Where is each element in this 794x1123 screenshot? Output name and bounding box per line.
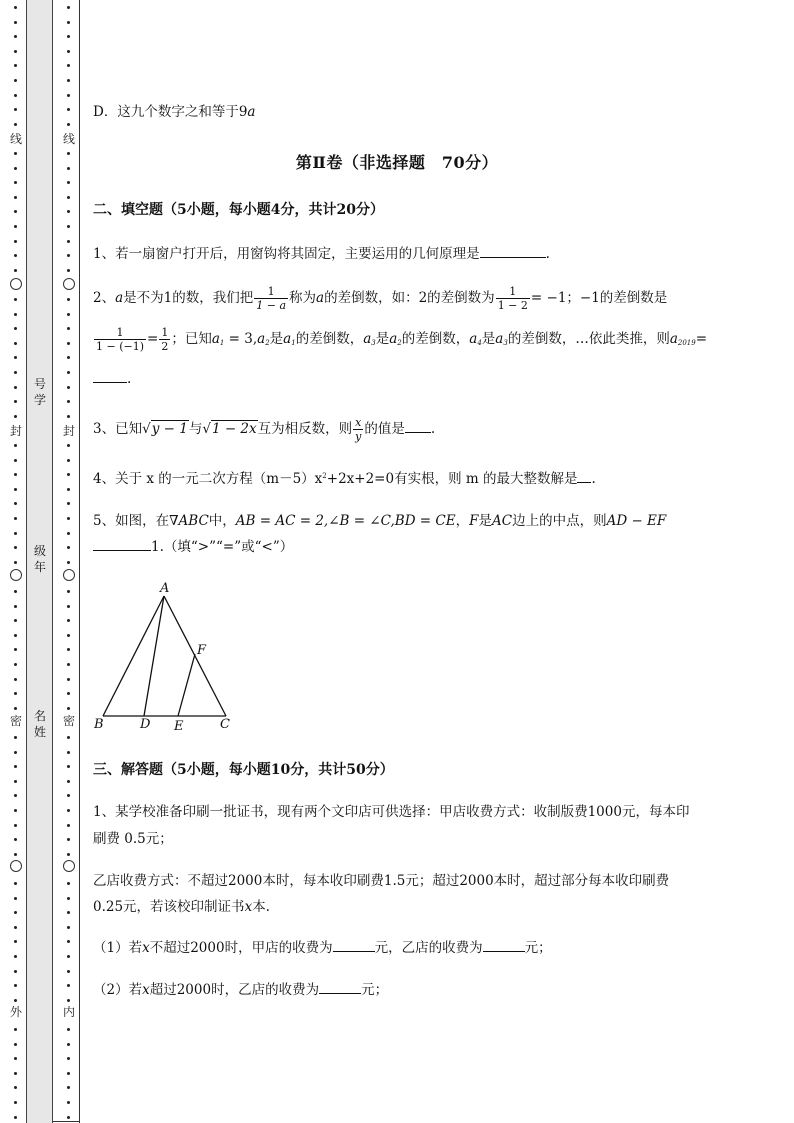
- question-2-5-line1: 5、如图，在∇ABC中，AB = AC = 2,∠B = ∠C,BD = CE，F是AC边上的中点，则AD − EF: [93, 513, 667, 529]
- cut-dot: [14, 517, 17, 520]
- cut-dot: [67, 619, 70, 622]
- cut-dot: [14, 940, 17, 943]
- cut-dot: [14, 546, 17, 549]
- cut-dot: [67, 400, 70, 403]
- cut-dot: [67, 6, 70, 9]
- fraction: $\frac{1}{1 - (-1)}$: [96, 326, 145, 353]
- cut-dot: [14, 123, 17, 126]
- cut-line-marker: 封: [9, 424, 22, 438]
- question-2-5-line2: 1.（填“>”“=”或“<”）: [93, 535, 293, 555]
- cut-dot: [67, 196, 70, 199]
- cut-dot: [14, 955, 17, 958]
- cut-dot: [14, 94, 17, 97]
- part-title: 第Ⅱ卷（非选择题 70分）: [295, 153, 499, 172]
- option-d: D．这九个数字之和等于9a: [93, 104, 256, 120]
- binding-hole-icon: [10, 860, 22, 872]
- cut-dot: [67, 240, 70, 243]
- cut-dot: [14, 1072, 17, 1075]
- cut-dot: [14, 692, 17, 695]
- cut-dot: [67, 897, 70, 900]
- cut-dot: [14, 809, 17, 812]
- cut-dot: [67, 327, 70, 330]
- cut-dot: [14, 6, 17, 9]
- cut-dot: [67, 707, 70, 710]
- question-2-2-line1: 2、a是不为1的数，我们把 $\frac{1}{1 - a}$ 称为a的差倒数，如：2的差倒数为 $\frac{1}{1 - 2}$ = −1；−1的差倒数是: [93, 285, 668, 312]
- cut-dot: [14, 400, 17, 403]
- cut-dot: [67, 1086, 70, 1089]
- cut-dot: [14, 64, 17, 67]
- cut-dot: [14, 619, 17, 622]
- cut-dot: [67, 853, 70, 856]
- cut-dot: [14, 50, 17, 53]
- cut-dot: [67, 94, 70, 97]
- cut-dot: [67, 225, 70, 228]
- cut-dot: [67, 692, 70, 695]
- cut-dot: [67, 35, 70, 38]
- cut-dot: [67, 444, 70, 447]
- answer-blank[interactable]: [333, 939, 375, 952]
- cut-dot: [67, 955, 70, 958]
- cut-dot: [67, 517, 70, 520]
- cut-dot: [14, 459, 17, 462]
- cut-dot: [67, 561, 70, 564]
- answer-blank[interactable]: [480, 245, 546, 258]
- cut-dot: [67, 269, 70, 272]
- cut-dot: [14, 196, 17, 199]
- cut-dot: [67, 838, 70, 841]
- cut-dot: [14, 824, 17, 827]
- cut-dot: [14, 269, 17, 272]
- cut-dot: [67, 488, 70, 491]
- cut-line-marker: 外: [9, 1005, 22, 1019]
- cut-dot: [67, 780, 70, 783]
- cut-dot: [67, 298, 70, 301]
- cut-dot: [14, 254, 17, 257]
- cut-dot: [14, 794, 17, 797]
- label-a: A: [160, 581, 170, 596]
- cut-dot: [14, 1043, 17, 1046]
- cut-dot: [67, 21, 70, 24]
- cut-line-marker: 线: [62, 132, 75, 146]
- cut-dot: [14, 21, 17, 24]
- cut-dot: [14, 634, 17, 637]
- binding-hole-icon: [63, 569, 75, 581]
- cut-line-marker: 密: [9, 714, 22, 728]
- problem-3-1-part2: （2）若x超过2000时，乙店的收费为 元；: [93, 982, 389, 998]
- cut-dot: [67, 970, 70, 973]
- answer-blank[interactable]: [405, 420, 431, 433]
- problem-3-1-line1: 1、某学校准备印刷一批证书，现有两个文印店可供选择：甲店收费方式：收制版费1000元，每本印: [93, 804, 690, 820]
- cut-dot: [67, 371, 70, 374]
- fraction: $\frac{1}{1 - 2}$: [497, 285, 528, 312]
- cut-dot: [14, 1101, 17, 1104]
- cut-dot: [67, 648, 70, 651]
- cut-dot: [67, 911, 70, 914]
- fraction: $\frac{1}{2}$: [161, 326, 169, 353]
- cut-dot: [14, 181, 17, 184]
- label-d: D: [140, 717, 151, 732]
- cut-dot: [14, 605, 17, 608]
- cut-dot: [67, 50, 70, 53]
- section-3-heading: 三、解答题（5小题，每小题10分，共计50分）: [93, 762, 394, 778]
- problem-3-1-line4: 0.25元，若该校印制证书x本.: [93, 899, 270, 915]
- answer-blank[interactable]: [577, 470, 591, 483]
- cut-dot: [67, 386, 70, 389]
- cut-dot: [14, 313, 17, 316]
- student-id-label: 号学: [33, 377, 46, 407]
- cut-line-marker: 内: [62, 1005, 75, 1019]
- cut-dot: [67, 1116, 70, 1119]
- cut-dot: [67, 663, 70, 666]
- cut-dot: [67, 356, 70, 359]
- cut-dot: [14, 342, 17, 345]
- cut-dot: [67, 1072, 70, 1075]
- binding-hole-icon: [10, 278, 22, 290]
- cut-dot: [14, 765, 17, 768]
- side-ab: [103, 596, 164, 716]
- cut-dot: [14, 838, 17, 841]
- cut-dot: [14, 488, 17, 491]
- cut-dot: [67, 1043, 70, 1046]
- cut-dot: [67, 882, 70, 885]
- cut-dot: [67, 765, 70, 768]
- cut-dot: [14, 1086, 17, 1089]
- cut-dot: [67, 254, 70, 257]
- fraction: $\frac{1}{1 - a}$: [256, 285, 287, 312]
- cut-dot: [14, 984, 17, 987]
- problem-3-1-line3: 乙店收费方式：不超过2000本时，每本收印刷费1.5元；超过2000本时，超过部分每本收印刷费: [93, 873, 670, 889]
- cut-dot: [67, 1057, 70, 1060]
- cut-dot: [14, 751, 17, 754]
- cut-dot: [14, 502, 17, 505]
- cut-dot: [67, 605, 70, 608]
- binding-hole-icon: [10, 569, 22, 581]
- question-2-1: 1、若一扇窗户打开后，用窗钩将其固定，主要运用的几何原理是 .: [93, 246, 550, 262]
- cut-dot: [14, 648, 17, 651]
- triangle-figure: [90, 578, 240, 734]
- cut-dot: [67, 210, 70, 213]
- cut-dot: [67, 64, 70, 67]
- cut-dot: [14, 532, 17, 535]
- cut-dot: [67, 824, 70, 827]
- cut-dot: [14, 444, 17, 447]
- cut-dot: [14, 371, 17, 374]
- label-e: E: [174, 719, 184, 734]
- cut-dot: [14, 970, 17, 973]
- name-label: 名姓: [33, 709, 46, 739]
- cut-dot: [67, 794, 70, 797]
- problem-3-1-part1: （1）若x不超过2000时，甲店的收费为 元，乙店的收费为 元；: [93, 940, 552, 956]
- cut-dot: [67, 415, 70, 418]
- cut-line-marker: 密: [62, 714, 75, 728]
- cut-dot: [67, 1028, 70, 1031]
- cut-dot: [14, 897, 17, 900]
- binding-hole-icon: [63, 278, 75, 290]
- question-2-3: 3、已知√y − 1与√1 − 2x互为相反数，则 $\frac{x}{y}$ 的值是 .: [93, 416, 436, 443]
- cut-line-marker: 封: [62, 424, 75, 438]
- label-f: F: [197, 643, 207, 658]
- cut-line-marker: 线: [9, 132, 22, 146]
- cut-dot: [67, 313, 70, 316]
- cut-dot: [14, 780, 17, 783]
- answer-blank[interactable]: [319, 981, 361, 994]
- cut-dot: [67, 342, 70, 345]
- cut-dot: [67, 809, 70, 812]
- cut-dot: [67, 502, 70, 505]
- cut-dot: [67, 751, 70, 754]
- cut-dot: [67, 678, 70, 681]
- cut-dot: [67, 736, 70, 739]
- cut-dot: [67, 1101, 70, 1104]
- cut-dot: [14, 736, 17, 739]
- cut-dot: [67, 181, 70, 184]
- cut-dot: [14, 590, 17, 593]
- cut-dot: [67, 984, 70, 987]
- fraction: $\frac{x}{y}$: [355, 416, 362, 443]
- binding-hole-icon: [63, 860, 75, 872]
- label-b: B: [94, 717, 104, 732]
- cut-dot: [14, 561, 17, 564]
- cut-dot: [67, 108, 70, 111]
- cut-dot: [14, 911, 17, 914]
- cut-dot: [14, 882, 17, 885]
- cut-dot: [14, 225, 17, 228]
- cut-dot: [14, 356, 17, 359]
- cut-dot: [14, 663, 17, 666]
- section-2-heading: 二、填空题（5小题，每小题4分，共计20分）: [93, 202, 384, 218]
- cut-dot: [14, 108, 17, 111]
- cut-dot: [14, 1116, 17, 1119]
- cut-dot: [14, 327, 17, 330]
- cut-dot: [14, 415, 17, 418]
- cut-dot: [14, 240, 17, 243]
- cut-dot: [14, 853, 17, 856]
- cut-dot: [67, 940, 70, 943]
- answer-blank[interactable]: [483, 939, 525, 952]
- cut-dot: [67, 999, 70, 1002]
- cut-dot: [67, 473, 70, 476]
- cut-dot: [14, 473, 17, 476]
- cut-dot: [67, 79, 70, 82]
- cut-dot: [67, 926, 70, 929]
- cut-dot: [67, 546, 70, 549]
- segment-ef: [178, 654, 195, 716]
- question-2-2-line3: .: [93, 370, 131, 387]
- cut-dot: [14, 79, 17, 82]
- cut-dot: [14, 999, 17, 1002]
- cut-dot: [14, 926, 17, 929]
- question-2-2-line2: $\frac{1}{1 - (-1)}$ = $\frac{1}{2}$ ；已知$a_1 = 3,a_2$是$a_1$的差倒数，$a_3$是$a_2$的差倒数，$a_4$是$a_3$的差倒数，…依此类推，则$a_{2019}=$: [96, 326, 708, 353]
- cut-dot: [14, 210, 17, 213]
- cut-dot: [67, 532, 70, 535]
- cut-dot: [67, 123, 70, 126]
- answer-blank[interactable]: [93, 370, 127, 383]
- segment-ad: [144, 596, 164, 716]
- answer-blank[interactable]: [93, 538, 151, 551]
- cut-dot: [14, 707, 17, 710]
- cut-dot: [14, 35, 17, 38]
- label-c: C: [220, 717, 230, 732]
- cut-dot: [14, 1028, 17, 1031]
- cut-dot: [67, 459, 70, 462]
- cut-dot: [67, 590, 70, 593]
- cut-dot: [14, 386, 17, 389]
- cut-dot: [14, 1057, 17, 1060]
- cut-dot: [67, 634, 70, 637]
- cut-dot: [14, 298, 17, 301]
- cut-dot: [14, 678, 17, 681]
- question-2-4: 4、关于 x 的一元二次方程$(m-5)x^2+2x+2=0$有实根，则 m 的最大整数解是 .: [93, 471, 596, 487]
- problem-3-1-line2: 刷费 0.5元；: [93, 831, 173, 847]
- grade-label: 级年: [33, 544, 46, 574]
